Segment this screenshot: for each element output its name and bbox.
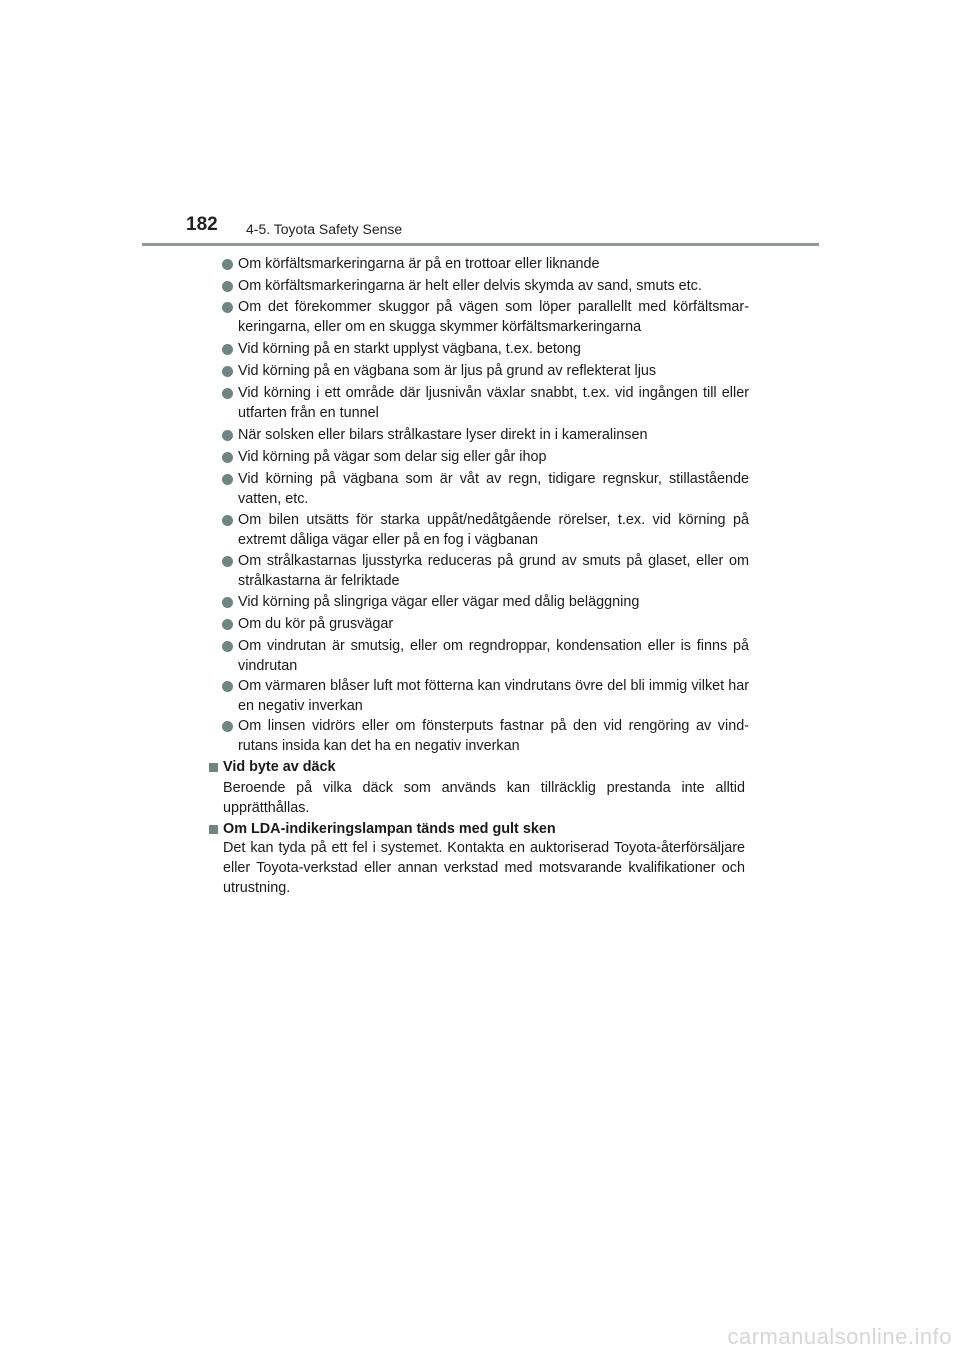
bullet-dot-icon xyxy=(222,515,233,526)
bullet-dot-icon xyxy=(222,452,233,463)
square-bullet-icon xyxy=(209,825,218,834)
subsection-body: Beroende på vilka däck som används kan tillräcklig prestanda inte alltid upprätthållas. xyxy=(223,780,745,816)
list-item: Om linsen vidrörs eller om fönsterputs fastnar på den vid rengöring av vindrutans insida kan det ha en negativ inverkan xyxy=(222,716,749,756)
list-item: Om värmaren blåser luft mot fötterna kan vindrutans övre del bli immig vilket har en negativ inverkan xyxy=(222,676,749,716)
header-rule xyxy=(142,243,819,246)
bullet-dot-icon xyxy=(222,681,233,692)
bullet-dot-icon xyxy=(222,556,233,567)
section-title: 4-5. Toyota Safety Sense xyxy=(246,221,403,237)
page-number: 182 xyxy=(186,214,218,235)
list-item: Om det förekommer skuggor på vägen som löper parallellt med körfältsmarkeringarna, eller om en skugga skymmer körfältsmarkeringarna xyxy=(222,297,749,337)
bullet-dot-icon xyxy=(222,430,233,441)
list-item: Om du kör på grusvägar xyxy=(222,614,749,634)
square-bullet-icon xyxy=(209,763,218,772)
bullet-dot-icon xyxy=(222,474,233,485)
list-item: Vid körning på slingriga vägar eller vägar med dålig beläggning xyxy=(222,592,749,612)
bullet-dot-icon xyxy=(222,302,233,313)
list-item: Vid körning på vägbana som är våt av regn, tidigare regnskur, stillastående vatten, etc. xyxy=(222,469,749,509)
list-item: Om körfältsmarkeringarna är på en trottoar eller liknande xyxy=(222,254,749,274)
subsection-heading: Om LDA-indikeringslampan tänds med gult sken xyxy=(209,819,749,839)
list-item: Om strålkastarnas ljusstyrka reduceras på grund av smuts på glaset, eller om strålkastarna är felriktade xyxy=(222,551,749,591)
list-item: Om körfältsmarkeringarna är helt eller delvis skymda av sand, smuts etc. xyxy=(222,276,749,296)
list-item: Vid körning på en starkt upplyst vägbana, t.ex. betong xyxy=(222,339,749,359)
list-item: Vid körning på vägar som delar sig eller går ihop xyxy=(222,447,749,467)
bullet-dot-icon xyxy=(222,597,233,608)
bullet-dot-icon xyxy=(222,366,233,377)
list-item: Om bilen utsätts för starka uppåt/nedåtgående rörelser, t.ex. vid körning på extremt dåliga vägar eller på en fog i vägbanan xyxy=(222,510,749,550)
list-item: När solsken eller bilars strålkastare lyser direkt in i kameralinsen xyxy=(222,425,749,445)
watermark: carmanualsonline.info xyxy=(727,1324,952,1349)
bullet-dot-icon xyxy=(222,259,233,270)
list-item: Vid körning i ett område där ljusnivån växlar snabbt, t.ex. vid ingången till eller utfarten från en tunnel xyxy=(222,383,749,423)
subsection-heading: Vid byte av däck xyxy=(209,757,749,777)
bullet-dot-icon xyxy=(222,388,233,399)
bullet-dot-icon xyxy=(222,641,233,652)
subsection-body: Det kan tyda på ett fel i systemet. Kontakta en auktoriserad Toyota-återförsäljare eller Toyota-verkstad eller annan verkstad med motsvarande kvalifikationer och utrustning. xyxy=(223,840,745,896)
list-item: Om vindrutan är smutsig, eller om regndroppar, kondensation eller is finns på vindrutan xyxy=(222,636,749,676)
list-item: Vid körning på en vägbana som är ljus på grund av reflekterat ljus xyxy=(222,361,749,381)
bullet-dot-icon xyxy=(222,344,233,355)
bullet-dot-icon xyxy=(222,619,233,630)
bullet-dot-icon xyxy=(222,281,233,292)
bullet-dot-icon xyxy=(222,721,233,732)
